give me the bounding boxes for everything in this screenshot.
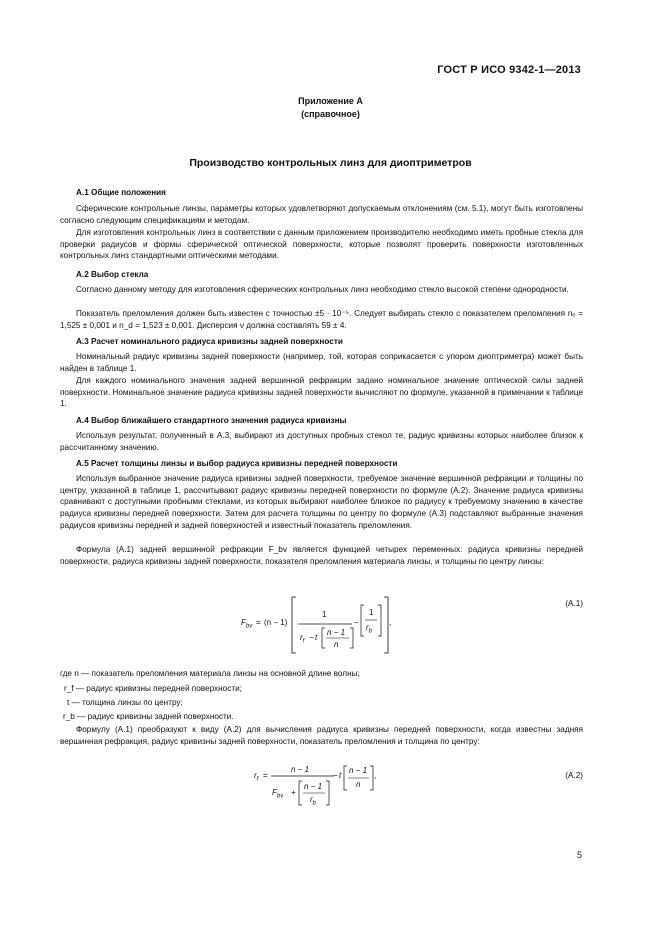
where-n-definition: где n — показатель преломления материала линзы на основной длине волны;	[60, 669, 360, 678]
formula-a1-f-sub: f	[302, 638, 305, 645]
formula-a2-minus: −	[333, 771, 338, 780]
annex-note: (справочное)	[301, 109, 360, 119]
formula-a2-comma: ,	[374, 771, 377, 780]
formula-a2-inner-denominator: n	[356, 780, 361, 789]
annex-title: Приложение А	[298, 96, 363, 106]
formula-a1-label: (А.1)	[565, 599, 583, 608]
formula-a1-rb-r: r	[366, 623, 369, 632]
section-a3-heading: А.3 Расчет номинального радиуса кривизны задней поверхности	[76, 337, 343, 346]
formula-a2-bv: bv	[276, 793, 284, 800]
formula-a2-den-r: r	[310, 795, 313, 804]
formula-a2-equals: =	[263, 771, 268, 780]
formula-a1-comma: ,	[389, 618, 392, 627]
formula-a2-b-sub: b	[312, 800, 317, 807]
formula-a1-minus: −	[354, 618, 359, 627]
formula-a1-n-minus-1: (n − 1)	[264, 618, 288, 627]
section-a2-paragraph-2: Показатель преломления должен быть известен с точностью ±5 · 10⁻⁵. Следует выбирать стекло с показателем преломления nₑ = 1,525 ± 0,001 и n_d = 1,523 ± 0,001. Дисперсия ν должна составлять 59 ± 4.	[60, 309, 583, 330]
formula-a2-inner-numerator: n − 1	[349, 766, 368, 775]
section-a3-paragraph-1: Номинальный радиус кривизны задней поверхности (например, той, которая соприкасается с упором диоптриметра) может быть найден в таблице 1.	[60, 352, 583, 373]
formula-a1-r: r	[300, 633, 303, 642]
formula-a1-inner-numerator: n − 1	[327, 628, 346, 637]
section-a2-heading: А.2 Выбор стекла	[76, 270, 149, 279]
formula-a1-numerator: 1	[322, 610, 327, 619]
formula-a2-label: (А.2)	[565, 771, 583, 780]
section-a5-paragraph-2: Формула (А.1) задней вершинной рефракции F_bv является функцией четырех переменных: радиуса кривизны передней поверхности, радиуса кривизны задней поверхности, показателя преломления материала линзы, и толщины по центру линзы:	[60, 545, 583, 566]
formula-a1-bv: bv	[245, 623, 253, 630]
formula-a2-r: r	[254, 771, 257, 780]
formula-a1-t: t	[315, 633, 318, 642]
formula-a2-t: t	[339, 771, 342, 780]
section-a4-heading: А.4 Выбор ближайшего стандартного значения радиуса кривизны	[76, 416, 347, 425]
section-a5-paragraph-3: Формулу (А.1) преобразуют к виду (А.2) для вычисления радиуса кривизны передней поверхности, когда известны задняя вершинная рефракция, радиус кривизны задней поверхности, показатель преломления и толщина по центру:	[60, 725, 583, 746]
formula-a2-plus: +	[291, 788, 296, 797]
section-a4-paragraph-1: Используя результат, полученный в А.3, выбирают из доступных пробных стекол те, радиус кривизны которых наиболее близок к рассчитанному значению.	[60, 431, 583, 452]
section-a5-heading: А.5 Расчет толщины линзы и выбор радиуса кривизны передней поверхности	[76, 459, 398, 468]
formula-a2-F: F	[272, 788, 277, 797]
section-a2-paragraph-1: Согласно данному методу для изготовления сферических контрольных линз необходимо стекло высокой степени однородности.	[76, 285, 569, 294]
section-a1-heading: А.1 Общие положения	[76, 188, 166, 197]
section-a3-paragraph-2: Для каждого номинального значения задней вершинной рефракции задано номинальное значение оптической силы задней поверхности. Номинальное значение радиуса кривизны задней поверхности вычисляют по формуле, указанной в примечании к таблице 1.	[60, 376, 583, 409]
document-title: Производство контрольных линз для диоптриметров	[189, 157, 472, 169]
formula-a2-den-numerator: n − 1	[304, 782, 323, 791]
page-number: 5	[576, 850, 582, 860]
def-t: t — толщина линзы по центру;	[67, 698, 183, 707]
def-rf: r_f — радиус кривизны передней поверхности;	[64, 684, 242, 693]
formula-a1-minus-t-sign: −	[309, 633, 314, 642]
formula-a1-F: F	[241, 618, 246, 627]
formula-a1-inner-denominator: n	[334, 640, 339, 649]
def-rb: r_b — радиус кривизны задней поверхности.	[63, 712, 234, 721]
section-a5-paragraph-1: Используя выбранное значение радиуса кривизны задней поверхности, требуемое значение вершинной рефракции и толщины по центру, указанной в таблице 1, рассчитывают радиус кривизны передней поверхности по формуле (А.2). Значение радиуса кривизны сравнивают с доступными пробными стеклами, из которых выбирают наиболее близкое по радиусу к требуемому значению в качестве радиуса кривизны передней поверхности. Затем для расчета толщины по центру по формуле (А.3) подставляют выбранные значения радиусов кривизны передней и задней поверхностей и известный показатель преломления.	[60, 474, 583, 530]
formula-a2-numerator: n − 1	[291, 765, 310, 774]
formula-a1-equals: =	[256, 618, 261, 627]
section-a1-paragraph-2: Для изготовления контрольных линз в соответствии с данным приложением производителю необходимо иметь пробные стекла для проверки радиусов и формы сферической оптической поверхности, которые позволят проверить поверхности изготовленных контрольных линз стандартными оптическими методами.	[60, 228, 583, 261]
section-a1-paragraph-1: Сферические контрольные линзы, параметры которых удовлетворяют допускаемым отклонениям (см. 5.1), могут быть изготовлены согласно следующим спецификациям и методам.	[60, 204, 583, 225]
formula-a1-rb-numerator: 1	[369, 608, 374, 617]
formula-a2-f-sub: f	[256, 776, 259, 783]
formula-a1-b-sub: b	[368, 628, 373, 635]
standard-designation: ГОСТ Р ИСО 9342-1—2013	[437, 64, 581, 76]
